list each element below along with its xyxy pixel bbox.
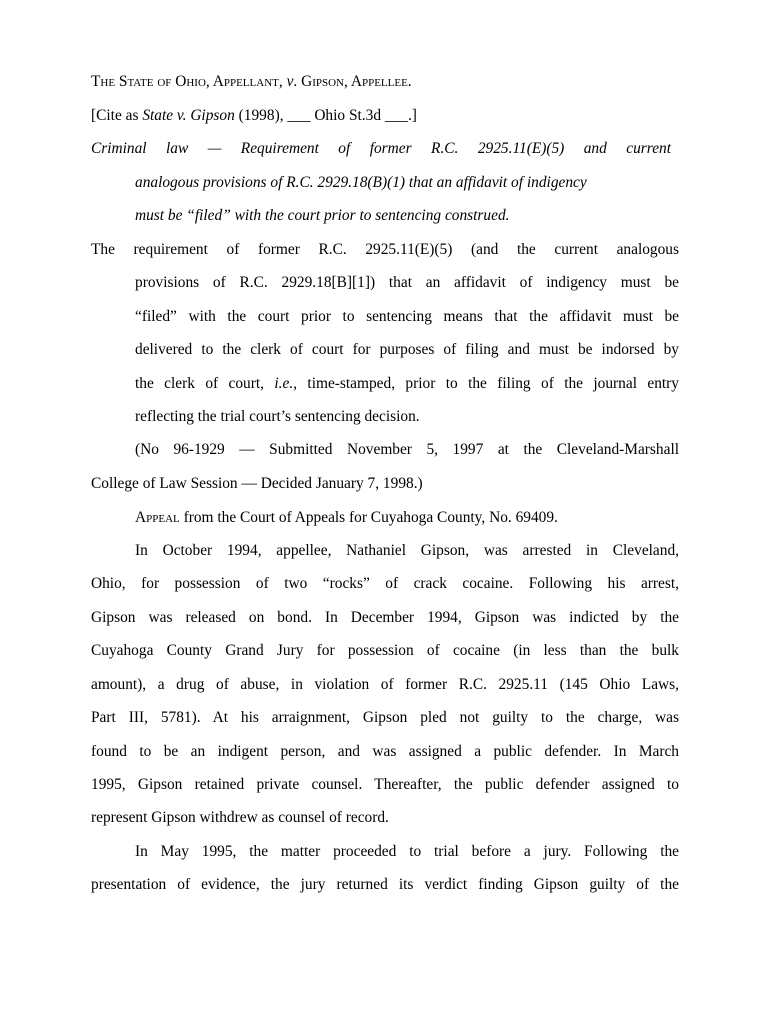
citation-prefix: [Cite as — [91, 107, 139, 124]
citation-case-name: State v. Gipson — [142, 107, 235, 124]
headnote-text: must be “filed” with the court prior to sentencing construed. — [135, 207, 510, 224]
body-text: 1995, Gipson retained private counsel. Thereafter, the public defender assigned to — [91, 776, 679, 793]
body-line — [91, 873, 679, 897]
body-text: Part III, 5781). At his arraignment, Gipson pled not guilty to the charge, was — [91, 709, 679, 726]
submission-text: (No 96-1929 — Submitted November 5, 1997 at the Cleveland-Marshall — [135, 441, 679, 458]
syllabus-line — [135, 305, 679, 329]
appeal-line — [135, 506, 679, 530]
syllabus-ie: i.e. — [274, 375, 294, 392]
syllabus-line — [135, 338, 679, 362]
headnote-text: Criminal law — Requirement of former R.C. 2925.11(E)(5) and current — [91, 140, 671, 157]
case-title-appellee: . Gipson, Appellee. — [293, 73, 412, 90]
body-text: represent Gipson withdrew as counsel of record. — [91, 809, 389, 826]
headnote-line — [135, 171, 675, 195]
syllabus-line — [135, 271, 679, 295]
syllabus-text-post: , time-stamped, prior to the filing of the journal entry — [293, 375, 679, 392]
appeal-label: Appeal — [135, 509, 180, 526]
body-line — [91, 806, 679, 830]
body-line — [135, 539, 679, 563]
submission-line — [91, 472, 679, 496]
body-text: Cuyahoga County Grand Jury for possession of cocaine (in less than the bulk — [91, 642, 679, 659]
body-text: In October 1994, appellee, Nathaniel Gipson, was arrested in Cleveland, — [135, 542, 679, 559]
syllabus-line — [135, 372, 679, 396]
submission-line — [135, 438, 679, 462]
body-line — [91, 706, 679, 730]
body-text: Ohio, for possession of two “rocks” of crack cocaine. Following his arrest, — [91, 575, 679, 592]
syllabus-text: provisions of R.C. 2929.18[B][1]) that an affidavit of indigency must be — [135, 274, 679, 291]
headnote-line — [91, 137, 671, 161]
body-line — [135, 840, 679, 864]
body-text: presentation of evidence, the jury returned its verdict finding Gipson guilty of the — [91, 876, 679, 893]
citation-line — [91, 104, 691, 128]
citation-suffix: (1998), ___ Ohio St.3d ___.] — [238, 107, 417, 124]
body-text: found to be an indigent person, and was assigned a public defender. In March — [91, 743, 679, 760]
syllabus-text — [135, 375, 679, 392]
headnote-text: analogous provisions of R.C. 2929.18(B)(1) that an affidavit of indigency — [135, 174, 587, 191]
body-line — [91, 639, 679, 663]
syllabus-text-pre: the clerk of court, — [135, 375, 264, 392]
syllabus-text: The requirement of former R.C. 2925.11(E)(5) (and the current analogous — [91, 241, 679, 258]
body-line — [91, 740, 679, 764]
syllabus-text: delivered to the clerk of court for purposes of filing and must be indorsed by — [135, 341, 679, 358]
appeal-text: from the Court of Appeals for Cuyahoga County, No. 69409. — [183, 509, 558, 526]
case-title-versus: v — [286, 73, 294, 90]
syllabus-text: “filed” with the court prior to sentencing means that the affidavit must be — [135, 308, 679, 325]
headnote-line — [135, 204, 675, 228]
body-line — [91, 673, 679, 697]
body-line — [91, 773, 679, 797]
body-text: amount), a drug of abuse, in violation of former R.C. 2925.11 (145 Ohio Laws, — [91, 676, 679, 693]
syllabus-line — [135, 405, 679, 429]
case-title — [91, 70, 691, 94]
case-title-parties: The State of Ohio, Appellant, — [91, 73, 283, 90]
syllabus-line — [91, 238, 679, 262]
body-text: Gipson was released on bond. In December 1994, Gipson was indicted by the — [91, 609, 679, 626]
submission-text: College of Law Session — Decided January 7, 1998.) — [91, 475, 423, 492]
body-line — [91, 606, 679, 630]
body-text: In May 1995, the matter proceeded to trial before a jury. Following the — [135, 843, 679, 860]
syllabus-text: reflecting the trial court’s sentencing decision. — [135, 408, 420, 425]
body-line — [91, 572, 679, 596]
